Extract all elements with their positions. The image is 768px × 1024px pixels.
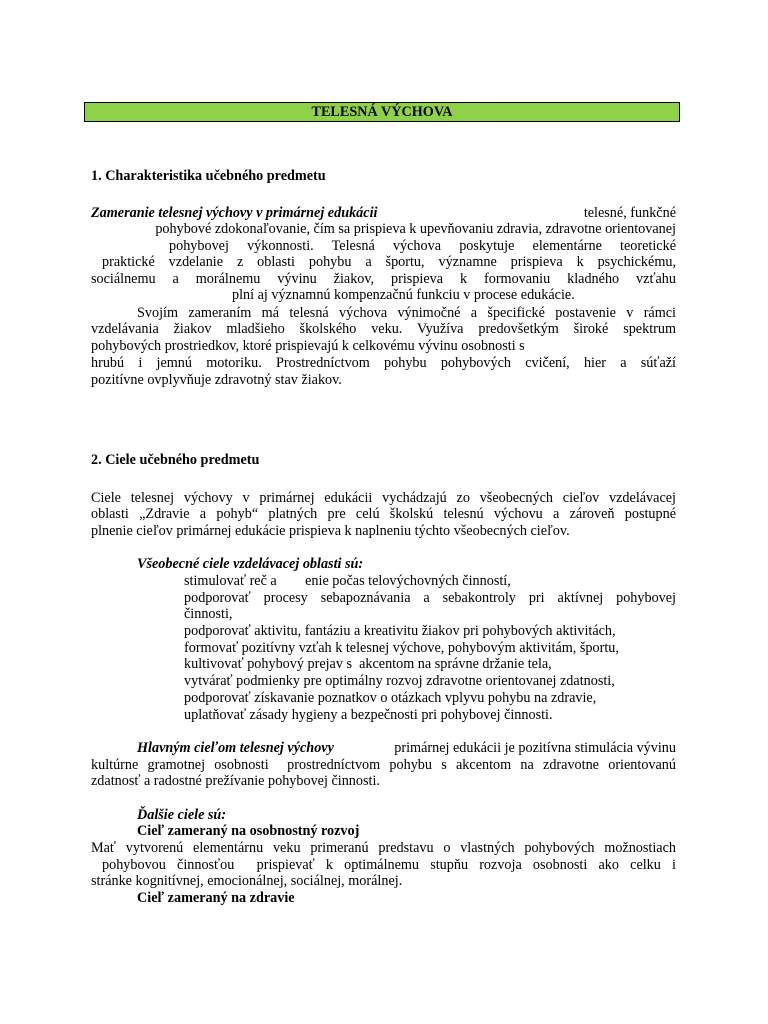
- goal-item: kultivovať pohybový prejav s akcentom na správne držanie tela,: [184, 656, 552, 672]
- general-goals-heading: Všeobecné ciele vzdelávacej oblasti sú:: [137, 556, 364, 572]
- section-1-heading: 1. Charakteristika učebného predmetu: [91, 168, 326, 184]
- further-goals-heading: Ďalšie ciele sú:: [137, 807, 227, 823]
- text-line: pohybových prostriedkov, ktoré prispievajú k celkovému vývinu osobnosti s: [91, 338, 525, 354]
- text-line: oblasti „Zdravie a pohyb“ platných pre celú školskú telesnú výchovu a zároveň postupné: [91, 506, 676, 522]
- personality-goal-heading: Cieľ zameraný na osobnostný rozvoj: [137, 823, 360, 839]
- text-line: pozitívne ovplyvňuje zdravotný stav žiakov.: [91, 372, 342, 388]
- goal-item: podporovať procesy sebapoznávania a sebakontroly pri aktívnej pohybovej: [184, 590, 676, 606]
- text-line: sociálnemu a morálnemu vývinu žiakov, prispieva k formovaniu kladného vzťahu: [91, 271, 676, 287]
- text-line: pohybovou činnosťou prispievať k optimálnemu stupňu rozvoja osobnosti ako celku i: [102, 857, 676, 873]
- goal-item: podporovať aktivitu, fantáziu a kreativitu žiakov pri pohybových aktivitách,: [184, 623, 616, 639]
- goal-item: vytvárať podmienky pre optimálny rozvoj zdravotne orientovanej zdatnosti,: [184, 673, 615, 689]
- text-line: pohybovej výkonnosti. Telesná výchova poskytuje elementárne teoretické: [169, 238, 676, 254]
- paragraph-lead: Zameranie telesnej výchovy v primárnej edukácii: [91, 205, 378, 221]
- section-2-heading: 2. Ciele učebného predmetu: [91, 452, 260, 468]
- text-line: pohybové zdokonaľovanie, čím sa prispieva k upevňovaniu zdravia, zdravotne orientovanej: [155, 221, 676, 237]
- text-line: Ciele telesnej výchovy v primárnej edukácii vychádzajú zo všeobecných cieľov vzdelávacej: [91, 490, 676, 506]
- text-line: primárnej edukácii je pozitívna stimulácia vývinu: [394, 740, 676, 756]
- health-goal-heading: Cieľ zameraný na zdravie: [137, 890, 295, 906]
- text-line: hrubú i jemnú motoriku. Prostredníctvom pohybu pohybových cvičení, hier a súťaží: [91, 355, 676, 371]
- text-line: Mať vytvorenú elementárnu veku primeranú predstavu o vlastných pohybových možnostiach: [91, 840, 676, 856]
- text-line: stránke kognitívnej, emocionálnej, sociálnej, morálnej.: [91, 873, 403, 889]
- text-line: Svojím zameraním má telesná výchova výnimočné a špecifické postavenie v rámci: [137, 305, 676, 321]
- text-line: zdatnosť a radostné prežívanie pohybovej činnosti.: [91, 773, 380, 789]
- text-line: vzdelávania žiakov mladšieho školského veku. Využíva predovšetkým široké spektrum: [91, 321, 676, 337]
- goal-item: stimulovať reč a enie počas telovýchovných činností,: [184, 573, 511, 589]
- text-line: telesné, funkčné: [583, 205, 676, 221]
- goal-item: činnosti,: [184, 606, 233, 622]
- page-title: TELESNÁ VÝCHOVA: [84, 102, 680, 122]
- goal-item: formovať pozitívny vzťah k telesnej výchove, pohybovým aktivitám, športu,: [184, 640, 619, 656]
- text-line: praktické vzdelanie z oblasti pohybu a športu, významne prispieva k psychickému,: [102, 254, 676, 270]
- goal-item: podporovať získavanie poznatkov o otázkach vplyvu pohybu na zdravie,: [184, 690, 597, 706]
- text-line: kultúrne gramotnej osobnosti prostredníctvom pohybu s akcentom na zdravotne orientovanú: [91, 757, 676, 773]
- text-line: plnenie cieľov primárnej edukácie prispieva k naplneniu týchto všeobecných cieľov.: [91, 523, 570, 539]
- goal-item: uplatňovať zásady hygieny a bezpečnosti pri pohybovej činnosti.: [184, 707, 553, 723]
- main-goal-lead: Hlavným cieľom telesnej výchovy: [137, 740, 334, 756]
- text-line: plní aj významnú kompenzačnú funkciu v procese edukácie.: [232, 287, 575, 303]
